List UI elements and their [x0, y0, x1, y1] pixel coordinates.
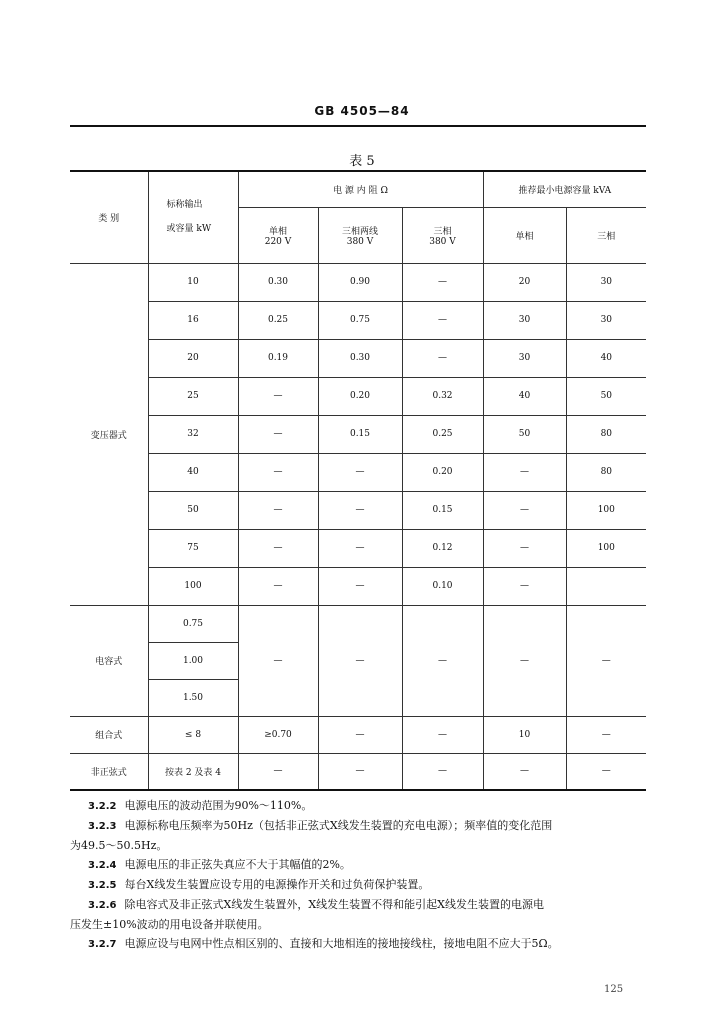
table-row	[70, 491, 646, 529]
cell: —	[318, 716, 402, 753]
clause-number: 3.2.7	[88, 939, 117, 950]
cell: 100	[148, 567, 238, 605]
cell: —	[318, 453, 402, 491]
cell: —	[483, 453, 566, 491]
cell: 0.20	[318, 377, 402, 415]
cell: 50	[483, 415, 566, 453]
sub1-line2: 220 V	[264, 236, 292, 247]
cell: 30	[483, 339, 566, 377]
paragraph	[88, 934, 648, 954]
clause-number: 3.2.6	[88, 900, 117, 911]
cell: —	[238, 377, 318, 415]
cell: —	[238, 491, 318, 529]
cell: —	[402, 716, 483, 753]
table-row	[70, 753, 646, 790]
cell: 0.90	[318, 263, 402, 301]
cell: 80	[566, 415, 646, 453]
sub3-line1: 三相	[433, 226, 452, 237]
cell: 20	[483, 263, 566, 301]
cell: —	[402, 263, 483, 301]
cell: 0.19	[238, 339, 318, 377]
paragraph	[88, 796, 648, 816]
cell: 32	[148, 415, 238, 453]
cell: 16	[148, 301, 238, 339]
cell: —	[483, 529, 566, 567]
clause-number: 3.2.4	[88, 860, 117, 871]
page-number: 125	[604, 984, 624, 995]
clause-number: 3.2.5	[88, 880, 117, 891]
subheader-cap-single: 单相	[483, 207, 566, 263]
cell: 0.30	[238, 263, 318, 301]
header-capacity: 推荐最小电源容量 kVA	[483, 171, 646, 207]
subheader-cap-three: 三相	[566, 207, 646, 263]
cell	[566, 567, 646, 605]
cell: 30	[483, 301, 566, 339]
table-row	[70, 263, 646, 301]
sub2-line1: 三相两线	[341, 226, 378, 237]
table-title: 表 5	[349, 154, 375, 169]
cell: 40	[148, 453, 238, 491]
cell: 0.15	[318, 415, 402, 453]
table-5	[70, 170, 646, 791]
paragraph	[88, 875, 648, 895]
cell: —	[402, 301, 483, 339]
clause-text: 除电容式及非正弦式X线发生装置外，X线发生装置不得和能引起X线发生装置的电源电	[124, 898, 544, 911]
cell: 50	[566, 377, 646, 415]
category-transformer: 变压器式	[70, 263, 148, 605]
cell: —	[238, 605, 318, 716]
header-category: 类 别	[70, 171, 148, 263]
table-row	[70, 453, 646, 491]
table-row	[70, 567, 646, 605]
cell: 0.75	[148, 605, 238, 642]
cell: 0.25	[402, 415, 483, 453]
cell: 25	[148, 377, 238, 415]
cell: ≥0.70	[238, 716, 318, 753]
cell: 按表 2 及表 4	[148, 753, 238, 790]
clause-number: 3.2.3	[88, 821, 117, 832]
clause-continuation: 压发生±10%波动的用电设备并联使用。	[70, 918, 269, 931]
table-row	[70, 377, 646, 415]
cell: 10	[148, 263, 238, 301]
cell: —	[238, 567, 318, 605]
clause-text: 每台X线发生装置应设专用的电源操作开关和过负荷保护装置。	[124, 878, 430, 891]
cell: 0.75	[318, 301, 402, 339]
cell: 30	[566, 301, 646, 339]
table-row	[70, 339, 646, 377]
cell: 0.25	[238, 301, 318, 339]
cell: 40	[483, 377, 566, 415]
cell: 0.10	[402, 567, 483, 605]
category-combined: 组合式	[70, 716, 148, 753]
clause-continuation: 为49.5～50.5Hz。	[70, 839, 168, 852]
cell: —	[318, 529, 402, 567]
paragraph	[88, 855, 648, 875]
header-rated-line2: 或容量 kW	[166, 224, 212, 235]
cell: —	[566, 753, 646, 790]
sub2-line2: 380 V	[346, 236, 374, 247]
paragraph	[70, 895, 648, 934]
cell: —	[483, 491, 566, 529]
cell: —	[238, 529, 318, 567]
clause-text: 电源应设与电网中性点相区别的、直接和大地相连的接地接线柱，接地电阻不应大于5Ω。	[124, 937, 559, 950]
subheader-single-220	[238, 207, 318, 263]
cell: —	[318, 605, 402, 716]
cell: —	[566, 605, 646, 716]
cell: 50	[148, 491, 238, 529]
cell: 1.00	[148, 642, 238, 679]
header-rated-line1: 标称输出	[166, 200, 203, 211]
table-row	[70, 529, 646, 567]
cell: 100	[566, 529, 646, 567]
table-row	[70, 716, 646, 753]
cell: —	[483, 567, 566, 605]
cell: 75	[148, 529, 238, 567]
cell: —	[318, 491, 402, 529]
cell: —	[483, 605, 566, 716]
clause-text: 电源标称电压频率为50Hz（包括非正弦式X线发生装置的充电电源）；频率值的变化范围	[124, 819, 553, 832]
header-resistance: 电 源 内 阻 Ω	[238, 171, 483, 207]
clause-text: 电源电压的非正弦失真应不大于其幅值的2%。	[124, 858, 351, 871]
subheader-two-wire-380	[318, 207, 402, 263]
cell: 30	[566, 263, 646, 301]
cell: 80	[566, 453, 646, 491]
sub3-line2: 380 V	[429, 236, 456, 247]
cell: —	[318, 753, 402, 790]
category-nonsine: 非正弦式	[70, 753, 148, 790]
cell: —	[402, 339, 483, 377]
cell: —	[318, 567, 402, 605]
table-row	[70, 415, 646, 453]
cell: —	[402, 605, 483, 716]
body-text	[70, 796, 648, 954]
clause-number: 3.2.2	[88, 801, 117, 812]
document-header: GB 4505—84	[314, 104, 410, 118]
cell: 40	[566, 339, 646, 377]
cell: 0.30	[318, 339, 402, 377]
category-capacitor: 电容式	[70, 605, 148, 716]
cell: 0.12	[402, 529, 483, 567]
paragraph	[70, 816, 648, 855]
cell: 0.32	[402, 377, 483, 415]
cell: —	[566, 716, 646, 753]
cell: ≤ 8	[148, 716, 238, 753]
cell: 20	[148, 339, 238, 377]
cell: 0.15	[402, 491, 483, 529]
header-rule	[70, 125, 646, 127]
sub1-line1: 单相	[268, 226, 287, 237]
subheader-three-phase-380	[402, 207, 483, 263]
table-row	[70, 301, 646, 339]
cell: —	[402, 753, 483, 790]
cell: —	[483, 753, 566, 790]
cell: 1.50	[148, 679, 238, 716]
cell: —	[238, 753, 318, 790]
cell: 10	[483, 716, 566, 753]
cell: —	[238, 415, 318, 453]
table-row	[70, 605, 646, 642]
header-rated-output	[148, 171, 238, 263]
cell: —	[238, 453, 318, 491]
cell: 0.20	[402, 453, 483, 491]
clause-text: 电源电压的波动范围为90%～110%。	[124, 799, 313, 812]
cell: 100	[566, 491, 646, 529]
